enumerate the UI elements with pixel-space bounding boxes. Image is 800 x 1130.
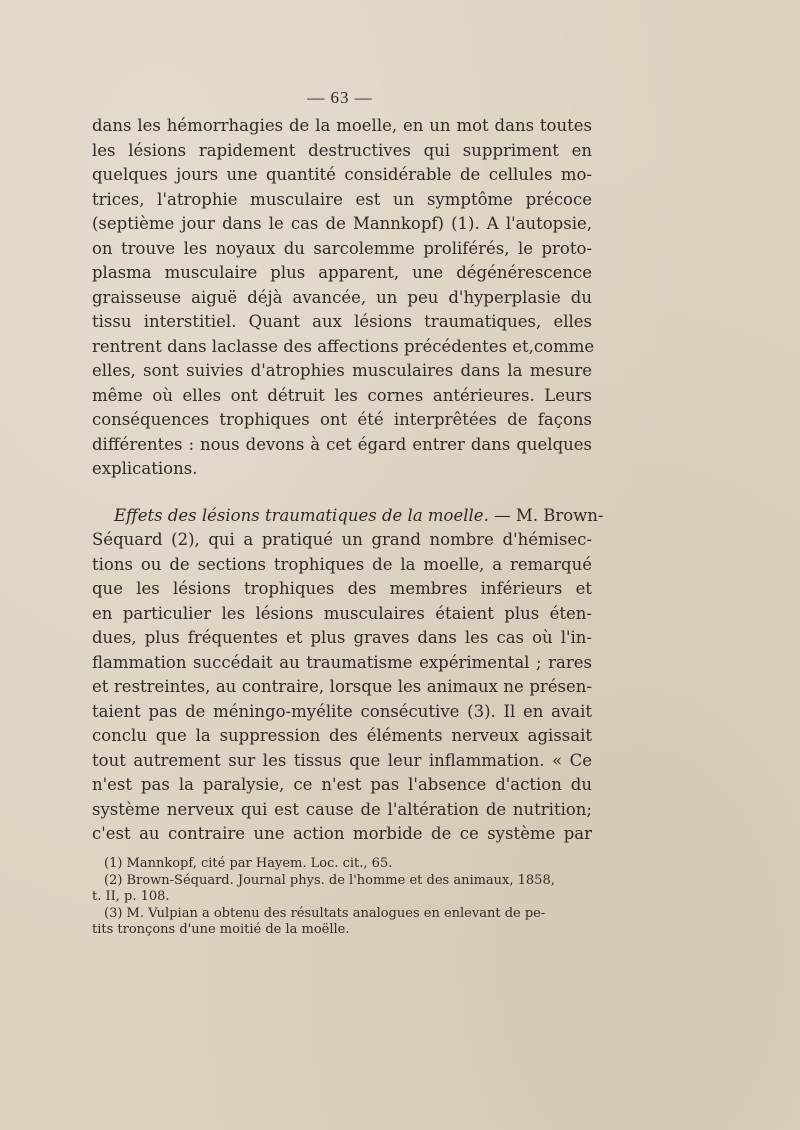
text-fragment: — M. Brown- xyxy=(488,505,604,525)
text-line: c'est au contraire une action morbide de ce système par xyxy=(92,824,592,843)
text-line: tissu interstitiel. Quant aux lésions traumatiques, elles xyxy=(92,312,592,331)
text-line: elles, sont suivies d'atrophies musculaires dans la mesure xyxy=(92,361,592,380)
paragraph-2-first-line xyxy=(92,504,604,529)
text-line: que les lésions trophiques des membres inférieurs et xyxy=(92,579,592,598)
text-line: dans les hémorrhagies de la moelle, en un mot dans toutes xyxy=(92,116,592,135)
section-heading: Effets des lésions traumatiques de la moelle. xyxy=(114,505,489,525)
text-line: trices, l'atrophie musculaire est un symptôme précoce xyxy=(92,189,592,209)
text-line: (septième jour dans le cas de Mannkopf) (1). A l'autopsie, xyxy=(92,214,592,233)
text-line: rentrent dans laclasse des affections précédentes et,comme xyxy=(92,336,595,356)
text-line: conséquences trophiques ont été interprêtées de façons xyxy=(92,410,592,429)
text-line: et restreintes, au contraire, lorsque les animaux ne présen- xyxy=(92,677,592,696)
text-line: flammation succédait au traumatisme expérimental ; rares xyxy=(92,652,592,672)
text-line: Séquard (2), qui a pratiqué un grand nombre d'hémisec- xyxy=(92,530,592,549)
main-text xyxy=(92,114,604,847)
paragraph-1 xyxy=(92,114,595,482)
text-line: tions ou de sections trophiques de la moelle, a remarqué xyxy=(92,554,592,574)
text-line: explications. xyxy=(92,459,198,478)
text-line: plasma musculaire plus apparent, une dégénérescence xyxy=(92,263,592,282)
text-line: dues, plus fréquentes et plus graves dans les cas où l'in- xyxy=(92,628,592,647)
page-number: — 63 — xyxy=(307,88,373,107)
text-line: différentes : nous devons à cet égard entrer dans quelques xyxy=(92,434,592,454)
text-line: n'est pas la paralysie, ce n'est pas l'absence d'action du xyxy=(92,775,592,794)
text-line: taient pas de méningo-myélite consécutive (3). Il en avait xyxy=(92,701,592,721)
text-line: les lésions rapidement destructives qui suppriment en xyxy=(92,140,592,160)
footnote-3: (3) M. Vulpian a obtenu des résultats analogues en enlevant de pe- xyxy=(104,905,546,921)
footnote-1: (1) Mannkopf, cité par Hayem. Loc. cit., 65. xyxy=(104,856,393,871)
footnote-2: (2) Brown-Séquard. Journal phys. de l'homme et des animaux, 1858, xyxy=(104,872,555,888)
text-line: système nerveux qui est cause de l'altération de nutrition; xyxy=(92,799,592,819)
text-line: quelques jours une quantité considérable de cellules mo- xyxy=(92,165,592,184)
footnotes xyxy=(92,856,592,939)
footnote-2-continued: t. II, p. 108. xyxy=(92,889,170,904)
footnote-3-continued: tits tronçons d'une moitié de la moëlle. xyxy=(92,922,350,937)
paragraph-2 xyxy=(92,504,604,847)
text-line: en particulier les lésions musculaires étaient plus éten- xyxy=(92,603,592,623)
text-line: on trouve les noyaux du sarcolemme proliférés, le proto- xyxy=(92,238,592,258)
text-line: même où elles ont détruit les cornes antérieures. Leurs xyxy=(92,385,592,405)
text-line: tout autrement sur les tissus que leur inflammation. « Ce xyxy=(92,750,592,770)
text-line: graisseuse aiguë déjà avancée, un peu d'hyperplasie du xyxy=(92,287,592,307)
text-line: conclu que la suppression des éléments nerveux agissait xyxy=(92,726,592,745)
